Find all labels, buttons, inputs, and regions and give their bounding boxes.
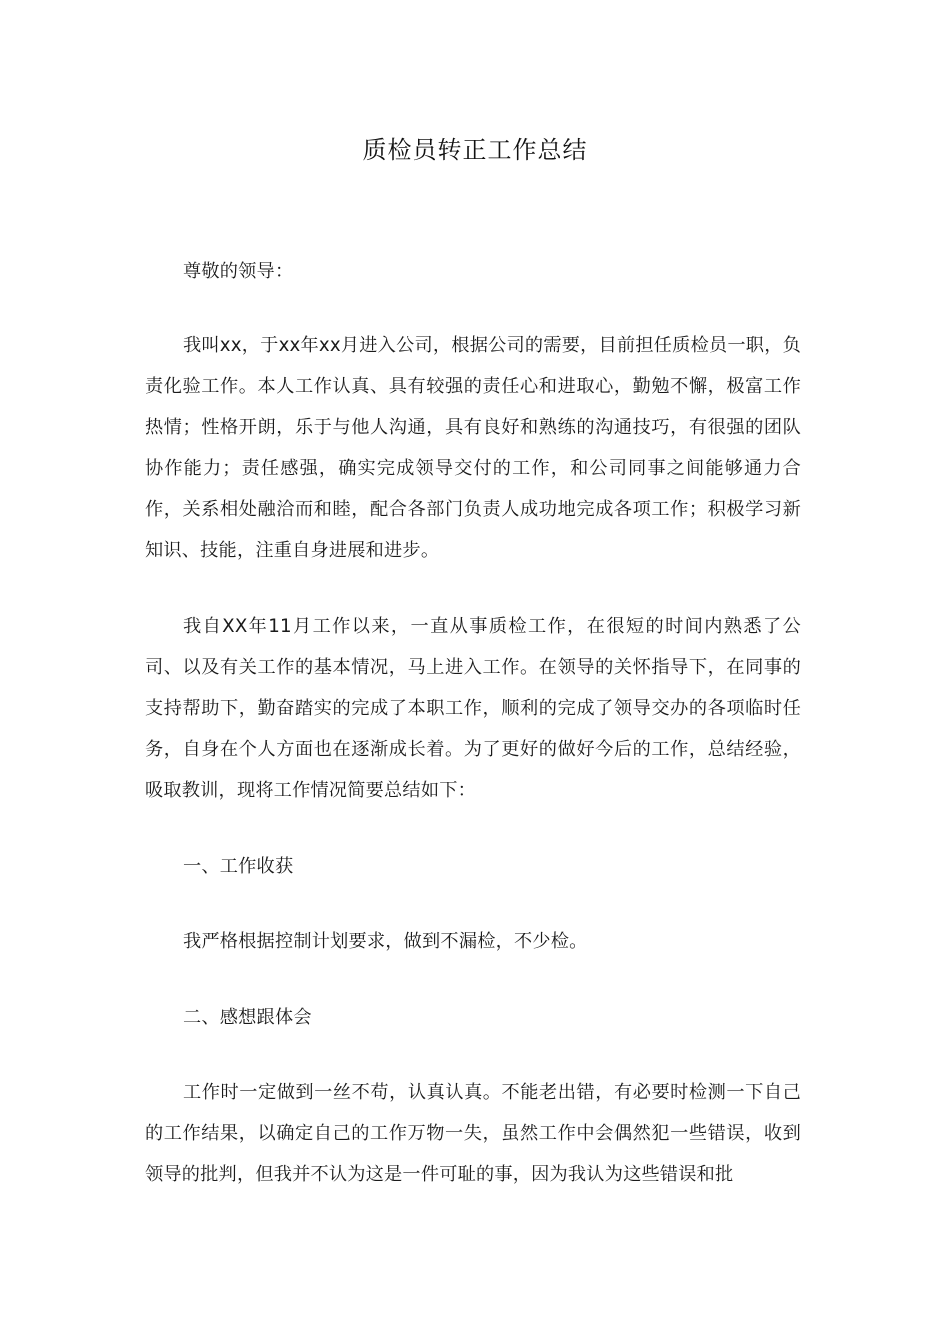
paragraph-introduction: 我叫xx，于xx年xx月进入公司，根据公司的需要，目前担任质检员一职，负责化验工作。本人工作认真、具有较强的责任心和进取心，勤勉不懈，极富工作热情；性格开朗，乐于与他人沟通，具有良好和熟练的沟通技巧，有很强的团队协作能力；责任感强，确实完成领导交付的工作，和公司同事之间能够通力合作，关系相处融洽而和睦，配合各部门负责人成功地完成各项工作；积极学习新知识、技能，注重自身进展和进步。: [145, 335, 801, 561]
section-heading-reflections: 二、感想跟体会: [183, 1007, 312, 1028]
salutation: 尊敬的领导：: [183, 261, 294, 282]
paragraph-work-overview: 我自XX年11月工作以来，一直从事质检工作，在很短的时间内熟悉了公司、以及有关工作的基本情况，马上进入工作。在领导的关怀指导下，在同事的支持帮助下，勤奋踏实的完成了本职工作，顺利的完成了领导交办的各项临时任务，自身在个人方面也在逐渐成长着。为了更好的做好今后的工作，总结经验，吸取教训，现将工作情况简要总结如下：: [145, 616, 801, 801]
paragraph-work-gains: 我严格根据控制计划要求，做到不漏检，不少检。: [183, 931, 588, 952]
document-title: 质检员转正工作总结: [362, 136, 588, 164]
paragraph-reflections: 工作时一定做到一丝不苟，认真认真。不能老出错，有必要时检测一下自己的工作结果，以确定自己的工作万物一失，虽然工作中会偶然犯一些错误，收到领导的批判，但我并不认为这是一件可耻的事，因为我认为这些错误和批: [145, 1082, 801, 1185]
section-heading-work-gains: 一、工作收获: [183, 856, 294, 877]
